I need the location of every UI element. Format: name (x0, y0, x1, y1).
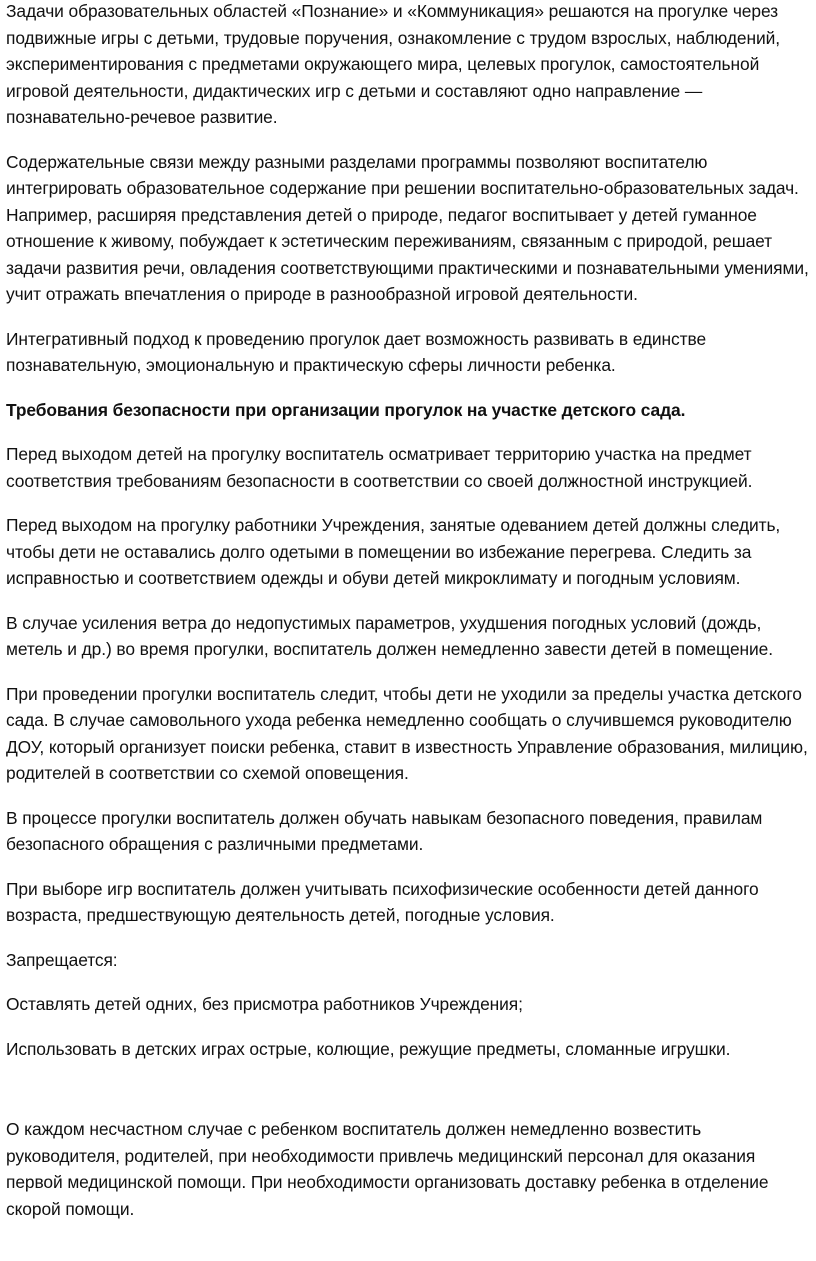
paragraph-weather-conditions: В случае усиления ветра до недопустимых параметров, ухудшения погодных условий (дождь, метель и др.) во время прогулки, воспитатель должен немедленно завести детей в помещение. (6, 612, 773, 659)
paragraph-prohibited-sharp-objects: Использовать в детских играх острые, колющие, режущие предметы, сломанные игрушки. (6, 1038, 731, 1059)
section-heading-safety: Требования безопасности при организации прогулок на участке детского сада. (6, 399, 686, 420)
paragraph-dressing-children: Перед выходом на прогулку работники Учреждения, занятые одеванием детей должны следить, чтобы дети не оставались долго одетыми в помещении во избежание перегрева. Следить за исправностью и соответствием одежды и обуви детей микроклимату и погодным условиям. (6, 515, 781, 588)
paragraph-accident-reporting: О каждом несчастном случае с ребенком воспитатель должен немедленно возвестить руководителя, родителей, при необходимости привлечь медицинский персонал для оказания первой медицинской помощи. При необходимости организовать доставку ребенка в отделение скорой помощи. (6, 1119, 769, 1219)
paragraph-safe-behavior: В процессе прогулки воспитатель должен обучать навыкам безопасного поведения, правилам безопасного обращения с различными предметами. (6, 807, 763, 854)
paragraph-integrative-approach: Интегративный подход к проведению прогулок дает возможность развивать в единстве познавательную, эмоциональную и практическую сферы личности ребенка. (6, 328, 707, 375)
paragraph-prohibited-unattended: Оставлять детей одних, без присмотра работников Учреждения; (6, 994, 523, 1014)
paragraph-game-selection: При выборе игр воспитатель должен учитывать психофизические особенности детей данного возраста, предшествующую деятельность детей, погодные условия. (6, 878, 759, 925)
paragraph-content-links: Содержательные связи между разными разделами программы позволяют воспитателю интегрировать образовательное содержание при решении воспитательно-образовательных задач. Например, расширяя представления детей о природе, педагог воспитывает у детей гуманное отношение к живому, побуждает к эстетическим переживаниям, связанным с природой, решает задачи развития речи, овладения соответствующими практическими и познавательными умениями, учит отражать впечатления о природе в разнообразной игровой деятельности. (6, 151, 809, 304)
blank-spacer (6, 1080, 812, 1116)
paragraph-education-areas: Задачи образовательных областей «Познание» и «Коммуникация» решаются на прогулке через подвижные игры с детьми, трудовые поручения, ознакомление с трудом взрослых, наблюдений, экспериментирования с предметами окружающего мира, целевых прогулок, самостоятельной игровой деятельности, дидактических игр с детьми и составляют одно направление — познавательно-речевое развитие. (6, 1, 780, 127)
paragraph-territory-inspection: Перед выходом детей на прогулку воспитатель осматривает территорию участка на предмет соответствия требованиям безопасности в соответствии со своей должностной инструкцией. (6, 444, 753, 491)
paragraph-prohibited-label: Запрещается: (6, 949, 118, 970)
paragraph-site-boundaries: При проведении прогулки воспитатель следит, чтобы дети не уходили за пределы участка детского сада. В случае самовольного ухода ребенка немедленно сообщать о случившемся руководителю ДОУ, который организует поиски ребенка, ставит в известность Управление образования, милицию, родителей в соответствии со схемой оповещения. (6, 683, 808, 783)
